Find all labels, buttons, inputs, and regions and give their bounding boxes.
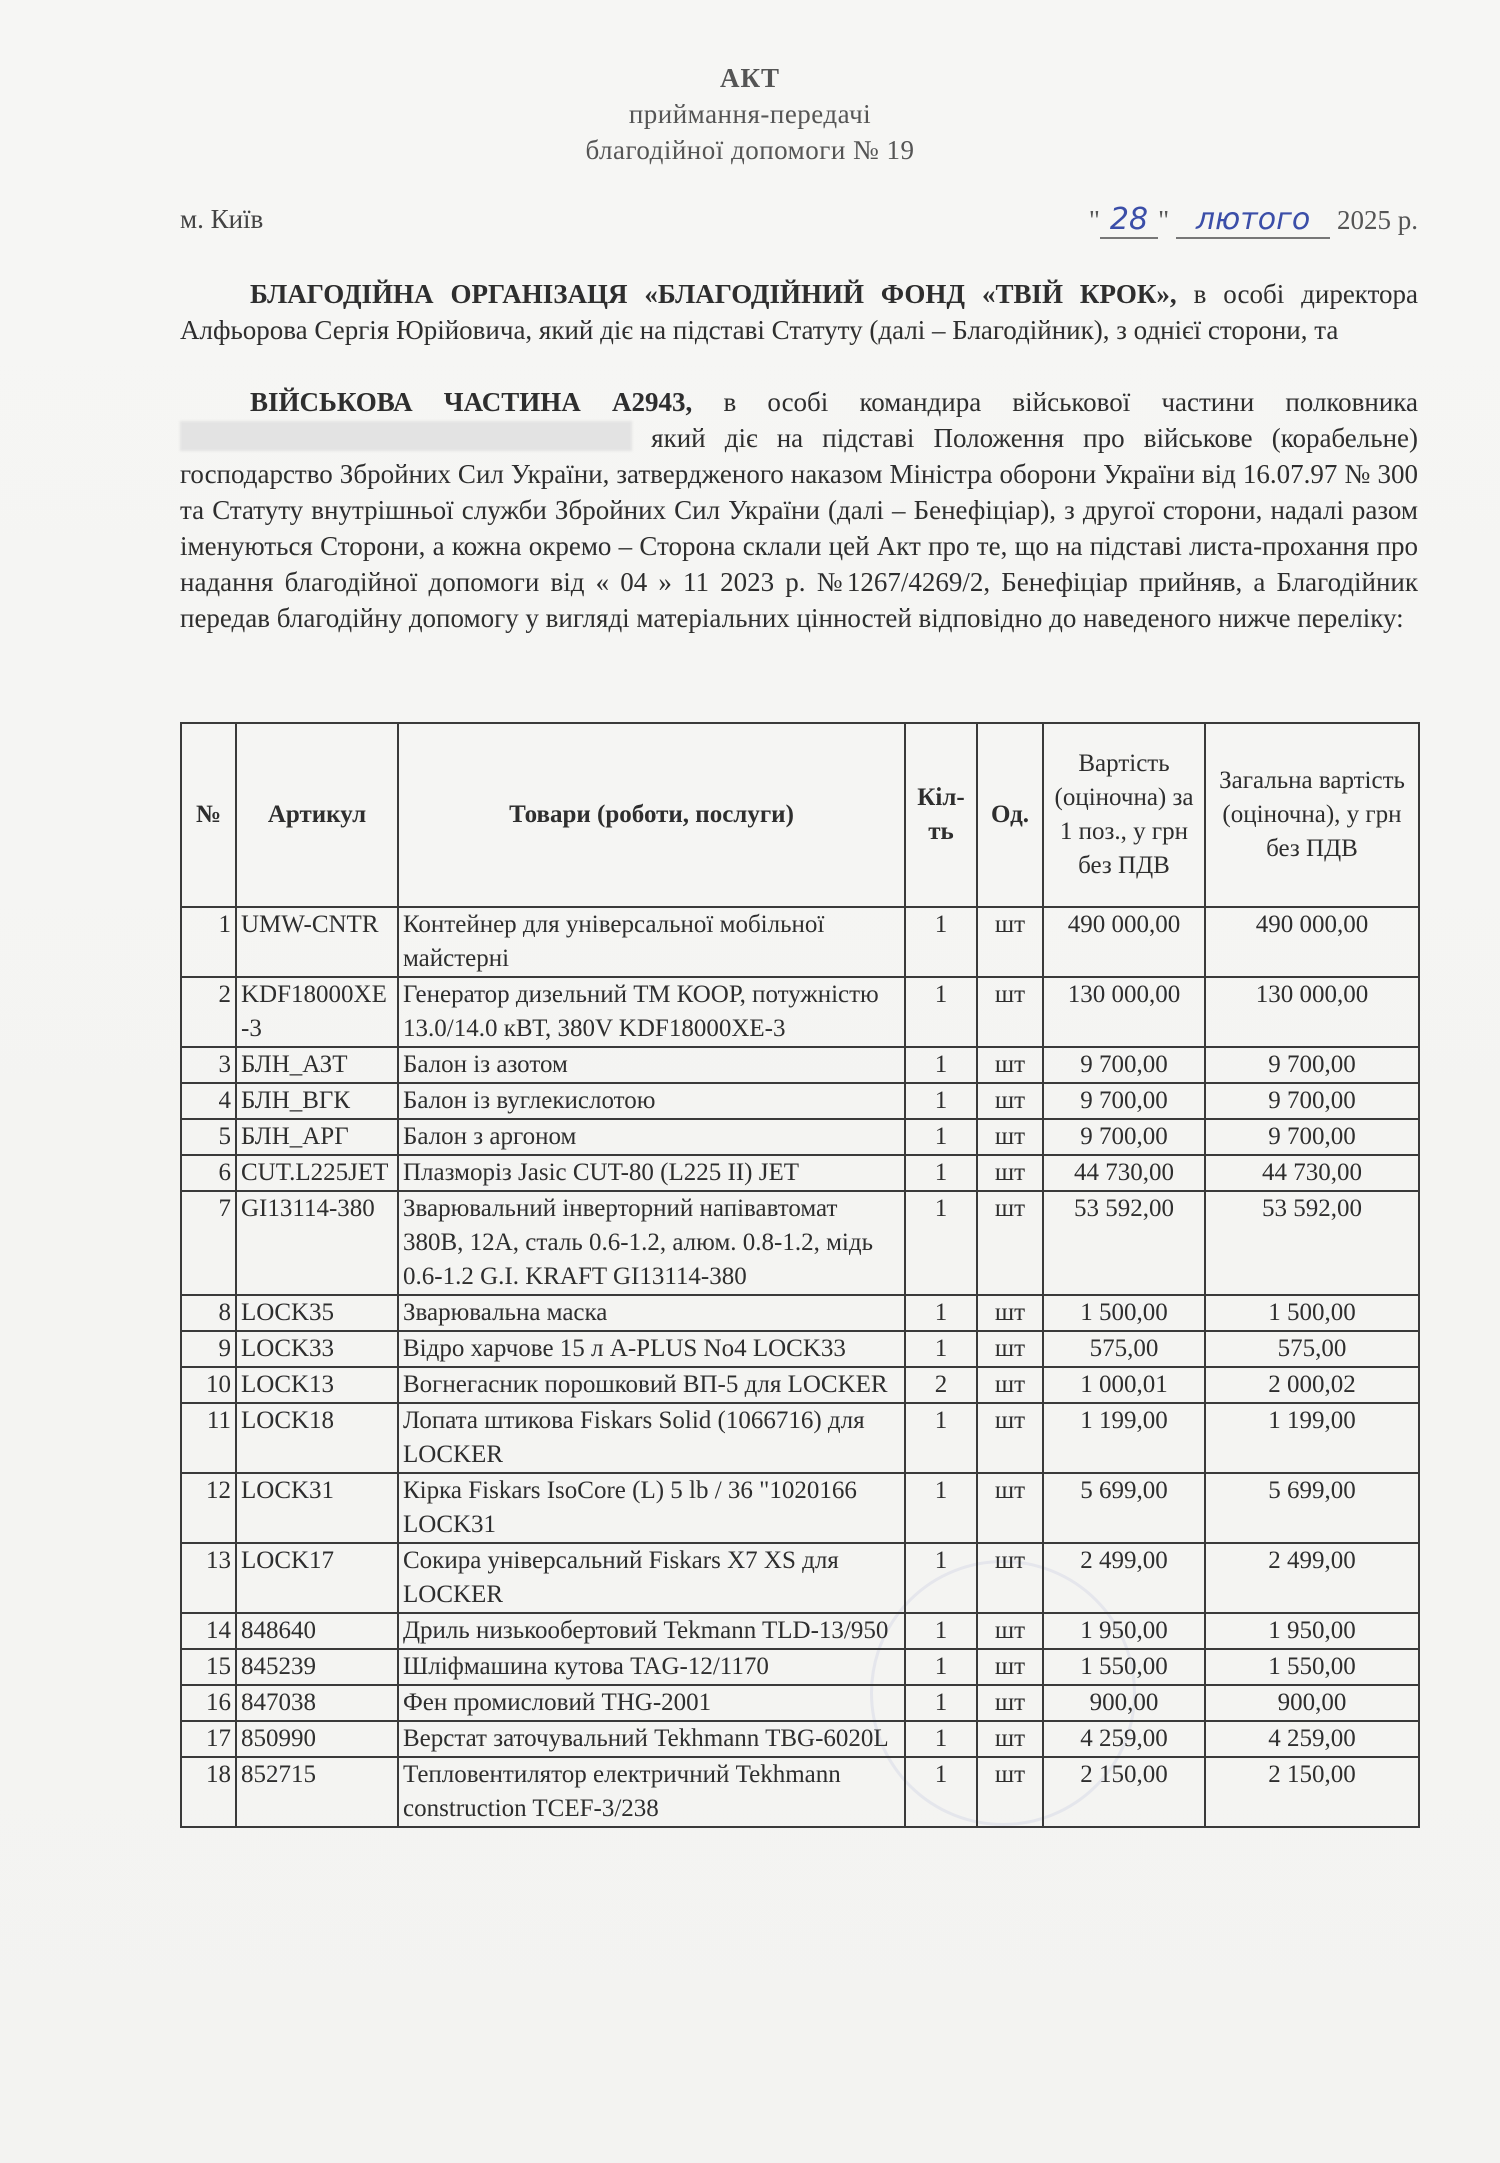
row-qty: 1	[905, 1473, 977, 1543]
row-qty: 1	[905, 1083, 977, 1119]
table-row	[181, 1613, 1419, 1649]
row-qty: 1	[905, 1403, 977, 1473]
col-total: Загальна вартість (оціночна), у грн без ПДВ	[1205, 723, 1419, 907]
row-price: 1 500,00	[1043, 1295, 1205, 1331]
row-qty: 1	[905, 907, 977, 977]
row-qty: 1	[905, 1119, 977, 1155]
row-number: 17	[181, 1721, 236, 1757]
row-number: 9	[181, 1331, 236, 1367]
col-article: Артикул	[236, 723, 398, 907]
row-qty: 1	[905, 1757, 977, 1827]
row-number: 4	[181, 1083, 236, 1119]
table-row	[181, 1403, 1419, 1473]
row-unit: шт	[977, 1543, 1043, 1613]
row-qty: 1	[905, 1047, 977, 1083]
row-total: 1 550,00	[1205, 1649, 1419, 1685]
items-table	[180, 722, 1420, 1828]
row-article: 852715	[236, 1757, 398, 1827]
row-article: LOCK33	[236, 1331, 398, 1367]
row-qty: 1	[905, 1155, 977, 1191]
party1-name: БЛАГОДІЙНА ОРГАНІЗАЦЯ «БЛАГОДІЙНИЙ ФОНД «ТВІЙ КРОК»,	[250, 279, 1177, 309]
row-price: 44 730,00	[1043, 1155, 1205, 1191]
col-goods: Товари (роботи, послуги)	[398, 723, 905, 907]
row-qty: 1	[905, 1331, 977, 1367]
row-goods: Дриль низькообертовий Tekmann TLD-13/950	[398, 1613, 905, 1649]
row-article: LOCK13	[236, 1367, 398, 1403]
row-number: 5	[181, 1119, 236, 1155]
row-unit: шт	[977, 1295, 1043, 1331]
act-subtitle: приймання-передачі	[628, 99, 872, 129]
row-total: 9 700,00	[1205, 1083, 1419, 1119]
table-row	[181, 1295, 1419, 1331]
table-row	[181, 907, 1419, 977]
row-qty: 1	[905, 1295, 977, 1331]
table-body	[181, 907, 1419, 1827]
table-row	[181, 1649, 1419, 1685]
row-qty: 2	[905, 1367, 977, 1403]
row-goods: Плазморіз Jasic CUT-80 (L225 II) JET	[398, 1155, 905, 1191]
row-price: 1 950,00	[1043, 1613, 1205, 1649]
row-unit: шт	[977, 1721, 1043, 1757]
table-row	[181, 1721, 1419, 1757]
row-unit: шт	[977, 1191, 1043, 1295]
row-unit: шт	[977, 1155, 1043, 1191]
party1-paragraph	[180, 276, 1418, 348]
row-article: 847038	[236, 1685, 398, 1721]
row-unit: шт	[977, 977, 1043, 1047]
row-unit: шт	[977, 1757, 1043, 1827]
row-article: 850990	[236, 1721, 398, 1757]
date-quote-open: "	[1088, 205, 1100, 235]
row-number: 13	[181, 1543, 236, 1613]
table-row	[181, 1757, 1419, 1827]
row-goods: Шліфмашина кутова TAG-12/1170	[398, 1649, 905, 1685]
row-total: 9 700,00	[1205, 1047, 1419, 1083]
row-total: 1 500,00	[1205, 1295, 1419, 1331]
row-number: 12	[181, 1473, 236, 1543]
row-total: 4 259,00	[1205, 1721, 1419, 1757]
act-title: АКТ	[719, 63, 781, 93]
row-unit: шт	[977, 1119, 1043, 1155]
row-unit: шт	[977, 1685, 1043, 1721]
row-price: 53 592,00	[1043, 1191, 1205, 1295]
row-total: 44 730,00	[1205, 1155, 1419, 1191]
row-price: 2 150,00	[1043, 1757, 1205, 1827]
row-price: 9 700,00	[1043, 1083, 1205, 1119]
row-price: 575,00	[1043, 1331, 1205, 1367]
row-number: 3	[181, 1047, 236, 1083]
row-unit: шт	[977, 1473, 1043, 1543]
row-total: 53 592,00	[1205, 1191, 1419, 1295]
row-article: 845239	[236, 1649, 398, 1685]
row-qty: 1	[905, 977, 977, 1047]
date-month: лютого	[1176, 202, 1330, 239]
party2-paragraph	[180, 384, 1418, 636]
row-number: 1	[181, 907, 236, 977]
row-price: 5 699,00	[1043, 1473, 1205, 1543]
row-unit: шт	[977, 1613, 1043, 1649]
row-unit: шт	[977, 1649, 1043, 1685]
row-price: 1 000,01	[1043, 1367, 1205, 1403]
row-number: 11	[181, 1403, 236, 1473]
row-unit: шт	[977, 1367, 1043, 1403]
row-total: 130 000,00	[1205, 977, 1419, 1047]
row-goods: Контейнер для універсальної мобільної майстерні	[398, 907, 905, 977]
row-total: 1 199,00	[1205, 1403, 1419, 1473]
row-number: 8	[181, 1295, 236, 1331]
row-goods: Лопата штикова Fiskars Solid (1066716) для LOCKER	[398, 1403, 905, 1473]
row-total: 1 950,00	[1205, 1613, 1419, 1649]
row-article: LOCK31	[236, 1473, 398, 1543]
row-article: БЛН_ВГК	[236, 1083, 398, 1119]
row-total: 2 499,00	[1205, 1543, 1419, 1613]
row-article: UMW-CNTR	[236, 907, 398, 977]
row-qty: 1	[905, 1649, 977, 1685]
col-num: №	[181, 723, 236, 907]
document-title	[0, 60, 1500, 168]
row-article: CUT.L225JET	[236, 1155, 398, 1191]
row-goods: Кірка Fiskars IsoCore (L) 5 lb / 36 "1020166 LOCK31	[398, 1473, 905, 1543]
act-number: благодійної допомоги № 19	[585, 135, 915, 165]
row-article: GI13114-380	[236, 1191, 398, 1295]
party2-name: ВІЙСЬКОВА ЧАСТИНА А2943,	[250, 387, 693, 417]
row-article: БЛН_АЗТ	[236, 1047, 398, 1083]
row-price: 1 199,00	[1043, 1403, 1205, 1473]
table-row	[181, 977, 1419, 1047]
table-row	[181, 1367, 1419, 1403]
row-qty: 1	[905, 1613, 977, 1649]
row-number: 7	[181, 1191, 236, 1295]
table-row	[181, 1047, 1419, 1083]
row-goods: Вогнегасник порошковий ВП-5 для LOCKER	[398, 1367, 905, 1403]
place: м. Київ	[180, 204, 264, 234]
row-goods: Зварювальна маска	[398, 1295, 905, 1331]
row-price: 130 000,00	[1043, 977, 1205, 1047]
row-total: 2 150,00	[1205, 1757, 1419, 1827]
row-qty: 1	[905, 1721, 977, 1757]
row-unit: шт	[977, 907, 1043, 977]
row-unit: шт	[977, 1083, 1043, 1119]
row-number: 18	[181, 1757, 236, 1827]
row-price: 2 499,00	[1043, 1543, 1205, 1613]
date-year: 2025 р.	[1337, 205, 1418, 235]
table-row	[181, 1331, 1419, 1367]
document-date	[1089, 202, 1418, 239]
party1-text: в особі директора Алфьорова Сергія Юрійовича, який діє на підставі Статуту (далі – Благодійник), з однієї сторони, та	[180, 279, 1418, 345]
table-header	[181, 723, 1419, 907]
party2-text-b: який діє на підставі Положення про військове (корабельне) господарство Збройних Сил України, затвердженого наказом Міністра оборони України від 16.07.97 № 300 та Статуту внутрішньої служби Збройних Сил України (далі – Бенефіціар), з другої сторони, надалі разом іменуються Сторони, а кожна окремо – Сторона склали цей Акт про те, що на підставі листа-прохання про надання благодійної допомоги від « 04 » 11 2023 р. №1267/4269/2, Бенефіціар прийняв, а Благодійник передав благодійну допомогу у вигляді матеріальних цінностей відповідно до наведеного нижче переліку:	[180, 423, 1419, 633]
row-article: 848640	[236, 1613, 398, 1649]
row-qty: 1	[905, 1685, 977, 1721]
col-qty: Кіл-ть	[905, 723, 977, 907]
table-row	[181, 1473, 1419, 1543]
row-total: 575,00	[1205, 1331, 1419, 1367]
row-total: 9 700,00	[1205, 1119, 1419, 1155]
date-quote-close: "	[1158, 205, 1170, 235]
row-price: 4 259,00	[1043, 1721, 1205, 1757]
row-goods: Сокира універсальний Fiskars X7 XS для LOCKER	[398, 1543, 905, 1613]
row-goods: Тепловентилятор електричний Tekhmann construction TCEF-3/238	[398, 1757, 905, 1827]
row-number: 14	[181, 1613, 236, 1649]
row-price: 900,00	[1043, 1685, 1205, 1721]
row-unit: шт	[977, 1331, 1043, 1367]
row-qty: 1	[905, 1191, 977, 1295]
row-total: 900,00	[1205, 1685, 1419, 1721]
row-price: 9 700,00	[1043, 1119, 1205, 1155]
table-row	[181, 1191, 1419, 1295]
date-day: 28	[1100, 202, 1158, 239]
row-total: 2 000,02	[1205, 1367, 1419, 1403]
row-number: 16	[181, 1685, 236, 1721]
row-article: БЛН_АРГ	[236, 1119, 398, 1155]
col-price: Вартість (оціночна) за 1 поз., у грн без ПДВ	[1043, 723, 1205, 907]
row-qty: 1	[905, 1543, 977, 1613]
row-goods: Балон з аргоном	[398, 1119, 905, 1155]
table-row	[181, 1543, 1419, 1613]
row-total: 5 699,00	[1205, 1473, 1419, 1543]
table-row	[181, 1155, 1419, 1191]
redacted-name	[180, 421, 632, 451]
row-number: 10	[181, 1367, 236, 1403]
row-goods: Балон із азотом	[398, 1047, 905, 1083]
table-row	[181, 1083, 1419, 1119]
row-price: 1 550,00	[1043, 1649, 1205, 1685]
table-row	[181, 1685, 1419, 1721]
col-unit: Од.	[977, 723, 1043, 907]
row-article: LOCK35	[236, 1295, 398, 1331]
row-number: 15	[181, 1649, 236, 1685]
table-row	[181, 1119, 1419, 1155]
party2-text-a: в особі командира військової частини полковника	[723, 387, 1418, 417]
row-goods: Фен промисловий THG-2001	[398, 1685, 905, 1721]
row-goods: Верстат заточувальний Tekhmann TBG-6020L	[398, 1721, 905, 1757]
row-goods: Генератор дизельний ТМ КООР, потужністю 13.0/14.0 кВТ, 380V KDF18000XE-3	[398, 977, 905, 1047]
row-number: 2	[181, 977, 236, 1047]
row-unit: шт	[977, 1047, 1043, 1083]
row-goods: Балон із вуглекислотою	[398, 1083, 905, 1119]
row-goods: Зварювальний інверторний напівавтомат 380В, 12А, сталь 0.6-1.2, алюм. 0.8-1.2, мідь 0.6-1.2 G.I. KRAFT GI13114-380	[398, 1191, 905, 1295]
row-price: 9 700,00	[1043, 1047, 1205, 1083]
row-article: KDF18000XE-3	[236, 977, 398, 1047]
row-price: 490 000,00	[1043, 907, 1205, 977]
row-number: 6	[181, 1155, 236, 1191]
row-total: 490 000,00	[1205, 907, 1419, 977]
row-article: LOCK18	[236, 1403, 398, 1473]
row-goods: Відро харчове 15 л A-PLUS No4 LOCK33	[398, 1331, 905, 1367]
row-unit: шт	[977, 1403, 1043, 1473]
row-article: LOCK17	[236, 1543, 398, 1613]
